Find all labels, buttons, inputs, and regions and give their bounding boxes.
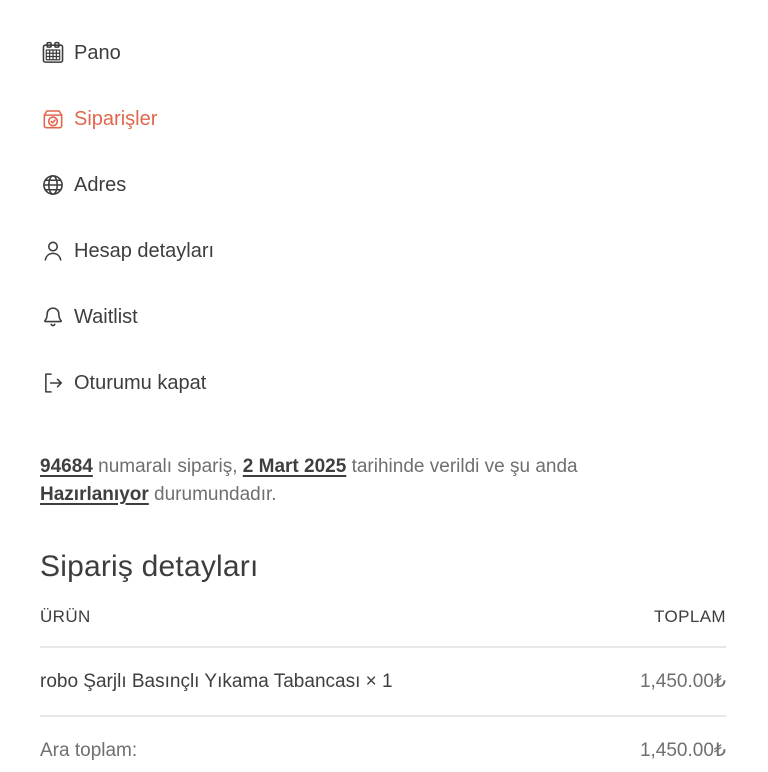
logout-icon [40, 370, 66, 396]
product-name: robo Şarjlı Basınçlı Yıkama Tabancası × 1 [40, 671, 393, 692]
order-date: 2 Mart 2025 [242, 456, 347, 477]
bell-icon [40, 304, 66, 330]
calendar-icon [40, 40, 66, 66]
order-status-text [40, 453, 665, 509]
order-status-segment: tarihinde verildi ve şu anda [346, 456, 578, 477]
order-number: 94684 [40, 456, 93, 477]
nav-label-dashboard: Pano [74, 41, 121, 64]
product-total: 1,450.00₺ [639, 671, 726, 692]
order-state: Hazırlanıyor [40, 484, 149, 505]
order-status-segment: numaralı sipariş, [92, 456, 243, 477]
column-header-product: ÜRÜN [40, 607, 91, 626]
subtotal-row [40, 717, 726, 772]
nav-label-logout: Oturumu kapat [74, 371, 207, 394]
nav-label-orders: Siparişler [74, 107, 158, 130]
nav-label-account-details: Hesap detayları [74, 239, 215, 262]
table-row [40, 648, 726, 717]
table-header-row [40, 607, 726, 648]
nav-item-orders[interactable] [40, 105, 726, 133]
package-check-icon [40, 106, 66, 132]
user-icon [40, 238, 66, 264]
order-details-heading: Sipariş detayları [40, 550, 259, 583]
subtotal-label: Ara toplam: [40, 740, 138, 761]
nav-label-waitlist: Waitlist [74, 305, 138, 328]
nav-item-logout[interactable] [40, 369, 726, 397]
subtotal-value: 1,450.00₺ [639, 740, 726, 761]
nav-item-account-details[interactable] [40, 237, 726, 265]
account-navigation [40, 0, 726, 397]
nav-item-address[interactable] [40, 171, 726, 199]
order-status-segment: durumundadır. [148, 484, 277, 505]
globe-icon [40, 172, 66, 198]
nav-item-waitlist[interactable] [40, 303, 726, 331]
column-header-total: TOPLAM [654, 607, 726, 626]
nav-item-dashboard[interactable] [40, 39, 726, 67]
nav-label-address: Adres [74, 173, 127, 196]
order-details-table [40, 607, 726, 772]
